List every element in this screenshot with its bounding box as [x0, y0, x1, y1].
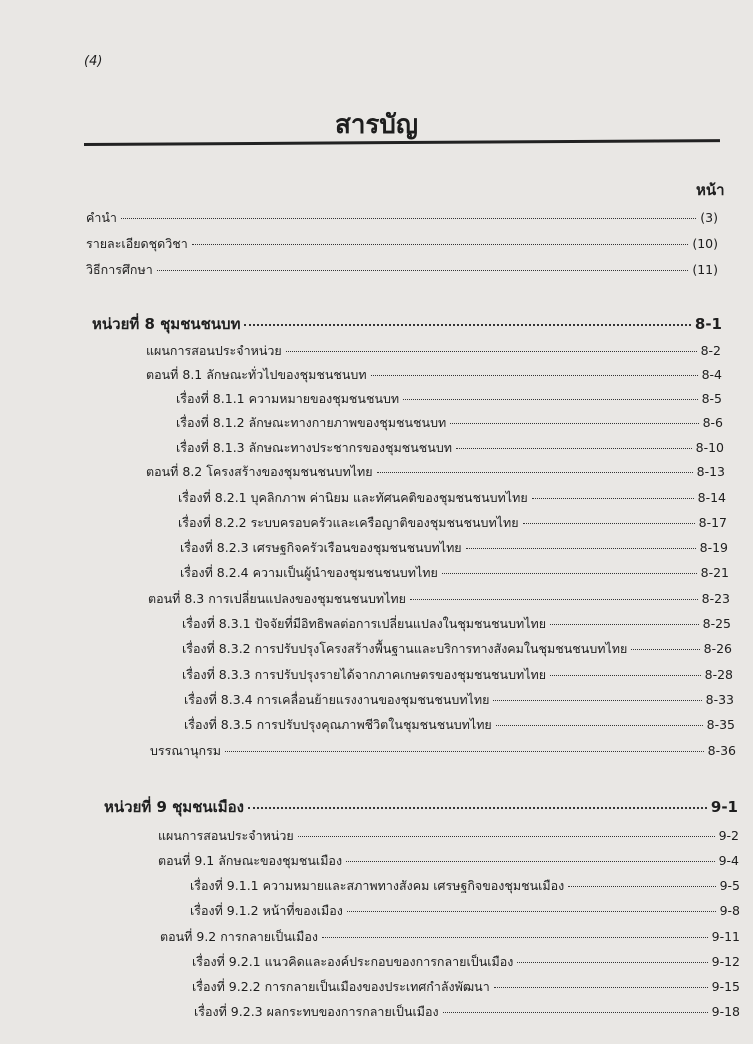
leader-dots: [523, 523, 695, 524]
leader-dots: [631, 649, 699, 650]
toc-entry-label: เรื่องที่ 9.2.2 การกลายเป็นเมืองของประเทศกำลังพัฒนา: [192, 979, 490, 994]
toc-entry[interactable]: [176, 413, 723, 433]
toc-entry-page: 8-25: [702, 616, 731, 631]
leader-dots: [157, 270, 689, 271]
toc-entry-page: 8-19: [699, 540, 728, 555]
leader-dots: [371, 375, 698, 376]
leader-dots: [532, 498, 694, 499]
toc-entry[interactable]: [146, 462, 725, 482]
page-title: สารบัญ: [334, 110, 419, 140]
leader-dots: [568, 886, 715, 887]
leader-dots: [442, 573, 697, 574]
toc-entry-page: (3): [700, 210, 718, 225]
toc-entry-label: เรื่องที่ 8.2.2 ระบบครอบครัวและเครือญาติของชุมชนชนบทไทย: [178, 515, 519, 530]
leader-dots: [347, 911, 716, 912]
toc-entry-page: 8-10: [695, 440, 724, 455]
toc-entry-label: เรื่องที่ 9.1.2 หน้าที่ของเมือง: [190, 903, 343, 918]
toc-entry[interactable]: [180, 563, 729, 583]
leader-dots: [298, 836, 715, 837]
toc-entry-label: ตอนที่ 9.1 ลักษณะของชุมชนเมือง: [158, 853, 343, 868]
toc-entry-page: (11): [692, 262, 718, 277]
toc-entry[interactable]: [158, 851, 739, 871]
leader-dots: [550, 624, 699, 625]
toc-entry-label: เรื่องที่ 9.2.3 ผลกระทบของการกลายเป็นเมือง: [194, 1004, 439, 1019]
toc-entry-page: 9-5: [719, 878, 740, 893]
toc-entry-page: 8-33: [705, 692, 734, 707]
toc-entry[interactable]: [146, 365, 722, 385]
leader-dots: [494, 987, 708, 988]
leader-dots: [248, 807, 707, 809]
toc-entry-page: 9-15: [711, 979, 740, 994]
leader-dots: [466, 548, 696, 549]
unit-9-heading[interactable]: [104, 795, 738, 819]
toc-entry-page: 8-4: [701, 367, 722, 382]
toc-entry[interactable]: [184, 715, 735, 735]
toc-entry-page: 8-21: [700, 565, 729, 580]
toc-entry[interactable]: [86, 260, 718, 280]
toc-entry-label: แผนการสอนประจำหน่วย: [158, 828, 294, 843]
toc-entry[interactable]: [180, 538, 728, 558]
toc-entry-page: 8-17: [698, 515, 727, 530]
page-column-header: หน้า: [696, 181, 725, 199]
leader-dots: [403, 399, 697, 400]
toc-entry-label: ตอนที่ 8.1 ลักษณะทั่วไปของชุมชนชนบท: [146, 367, 367, 382]
toc-entry-page: 9-18: [711, 1004, 740, 1019]
leader-dots: [517, 962, 707, 963]
toc-entry[interactable]: [86, 234, 718, 254]
toc-entry-page: 8-6: [702, 415, 723, 430]
leader-dots: [496, 725, 703, 726]
leader-dots: [192, 244, 689, 245]
toc-entry[interactable]: [192, 977, 740, 997]
toc-entry[interactable]: [176, 438, 724, 458]
toc-entry-page: 8-13: [696, 464, 725, 479]
toc-entry-label: เรื่องที่ 8.3.5 การปรับปรุงคุณภาพชีวิตในชุมชนชนบทไทย: [184, 717, 492, 732]
toc-entry-page: 8-14: [697, 490, 726, 505]
toc-entry-label: เรื่องที่ 8.2.4 ความเป็นผู้นำของชุมชนชนบทไทย: [180, 565, 438, 580]
toc-entry[interactable]: [178, 513, 727, 533]
toc-entry-label: เรื่องที่ 8.2.3 เศรษฐกิจครัวเรือนของชุมชนชนบทไทย: [180, 540, 462, 555]
toc-entry-label: เรื่องที่ 8.3.2 การปรับปรุงโครงสร้างพื้นฐานและบริการทางสังคมในชุมชนชนบทไทย: [182, 641, 628, 656]
toc-entry[interactable]: [192, 952, 740, 972]
toc-entry-label: เรื่องที่ 9.1.1 ความหมายและสภาพทางสังคม เศรษฐกิจของชุมชนเมือง: [190, 878, 565, 893]
leader-dots: [450, 423, 698, 424]
toc-entry-label: ตอนที่ 9.2 การกลายเป็นเมือง: [160, 929, 318, 944]
toc-entry-label: บรรณานุกรม: [150, 743, 222, 758]
toc-entry[interactable]: [194, 1002, 740, 1022]
toc-entry[interactable]: [146, 341, 721, 361]
toc-entry-page: 9-11: [711, 929, 740, 944]
leader-dots: [456, 448, 692, 449]
leader-dots: [493, 700, 701, 701]
toc-entry-label: หน่วยที่ 8 ชุมชนชนบท: [92, 315, 241, 333]
toc-entry-page: 9-8: [719, 903, 740, 918]
toc-entry[interactable]: [184, 690, 734, 710]
leader-dots: [225, 751, 704, 752]
toc-entry[interactable]: [190, 876, 740, 896]
toc-entry-page: (10): [692, 236, 718, 251]
toc-entry-label: เรื่องที่ 8.1.2 ลักษณะทางกายภาพของชุมชนชนบท: [176, 415, 447, 430]
toc-entry[interactable]: [148, 589, 730, 609]
toc-entry[interactable]: [182, 614, 731, 634]
toc-entry-label: เรื่องที่ 8.3.4 การเคลื่อนย้ายแรงงานของชุมชนชนบทไทย: [184, 692, 490, 707]
toc-entry-page: 8-35: [706, 717, 735, 732]
unit-8-heading[interactable]: [92, 312, 722, 336]
toc-entry-page: 8-1: [694, 315, 722, 333]
toc-entry-page: 9-1: [710, 798, 738, 816]
toc-entry[interactable]: [178, 488, 726, 508]
toc-entry[interactable]: [182, 665, 733, 685]
toc-entry[interactable]: [86, 208, 718, 228]
toc-entry[interactable]: [158, 826, 739, 846]
toc-entry-label: เรื่องที่ 8.1.3 ลักษณะทางประชากรของชุมชนชนบท: [176, 440, 452, 455]
leader-dots: [377, 472, 693, 473]
toc-entry-label: เรื่องที่ 8.3.1 ปัจจัยที่มีอิทธิพลต่อการเปลี่ยนแปลงในชุมชนชนบทไทย: [182, 616, 547, 631]
page-number: (4): [84, 54, 103, 69]
toc-entry-label: ตอนที่ 8.2 โครงสร้างของชุมชนชนบทไทย: [146, 464, 373, 479]
leader-dots: [286, 351, 697, 352]
toc-entry-label: คำนำ: [86, 210, 117, 225]
toc-entry-page: 8-36: [707, 743, 736, 758]
toc-entry-label: เรื่องที่ 9.2.1 แนวคิดและองค์ประกอบของการกลายเป็นเมือง: [192, 954, 514, 969]
toc-entry[interactable]: [160, 927, 740, 947]
toc-entry-page: 8-2: [700, 343, 721, 358]
toc-entry[interactable]: [176, 389, 722, 409]
leader-dots: [443, 1012, 708, 1013]
leader-dots: [244, 324, 690, 326]
toc-entry-label: เรื่องที่ 8.2.1 บุคลิกภาพ ค่านิยม และทัศนคติของชุมชนชนบทไทย: [178, 490, 528, 505]
toc-entry-page: 8-5: [701, 391, 722, 406]
toc-entry-label: รายละเอียดชุดวิชา: [86, 236, 188, 251]
toc-entry-page: 9-4: [718, 853, 739, 868]
toc-entry-label: วิธีการศึกษา: [86, 262, 153, 277]
toc-entry-page: 9-12: [711, 954, 740, 969]
toc-entry-label: หน่วยที่ 9 ชุมชนเมือง: [104, 798, 244, 816]
toc-entry-page: 8-23: [701, 591, 730, 606]
toc-entry-label: แผนการสอนประจำหน่วย: [146, 343, 282, 358]
toc-entry-label: เรื่องที่ 8.3.3 การปรับปรุงรายได้จากภาคเกษตรของชุมชนชนบทไทย: [182, 667, 547, 682]
leader-dots: [550, 675, 701, 676]
toc-entry-page: 8-28: [704, 667, 733, 682]
leader-dots: [346, 861, 715, 862]
toc-entry-label: ตอนที่ 8.3 การเปลี่ยนแปลงของชุมชนชนบทไทย: [148, 591, 406, 606]
toc-entry[interactable]: [182, 639, 732, 659]
toc-entry[interactable]: [190, 901, 740, 921]
leader-dots: [121, 218, 696, 219]
toc-entry[interactable]: [150, 741, 736, 761]
toc-entry-label: เรื่องที่ 8.1.1 ความหมายของชุมชนชนบท: [176, 391, 400, 406]
leader-dots: [322, 937, 708, 938]
toc-entry-page: 8-26: [703, 641, 732, 656]
toc-entry-page: 9-2: [718, 828, 739, 843]
leader-dots: [410, 599, 698, 600]
